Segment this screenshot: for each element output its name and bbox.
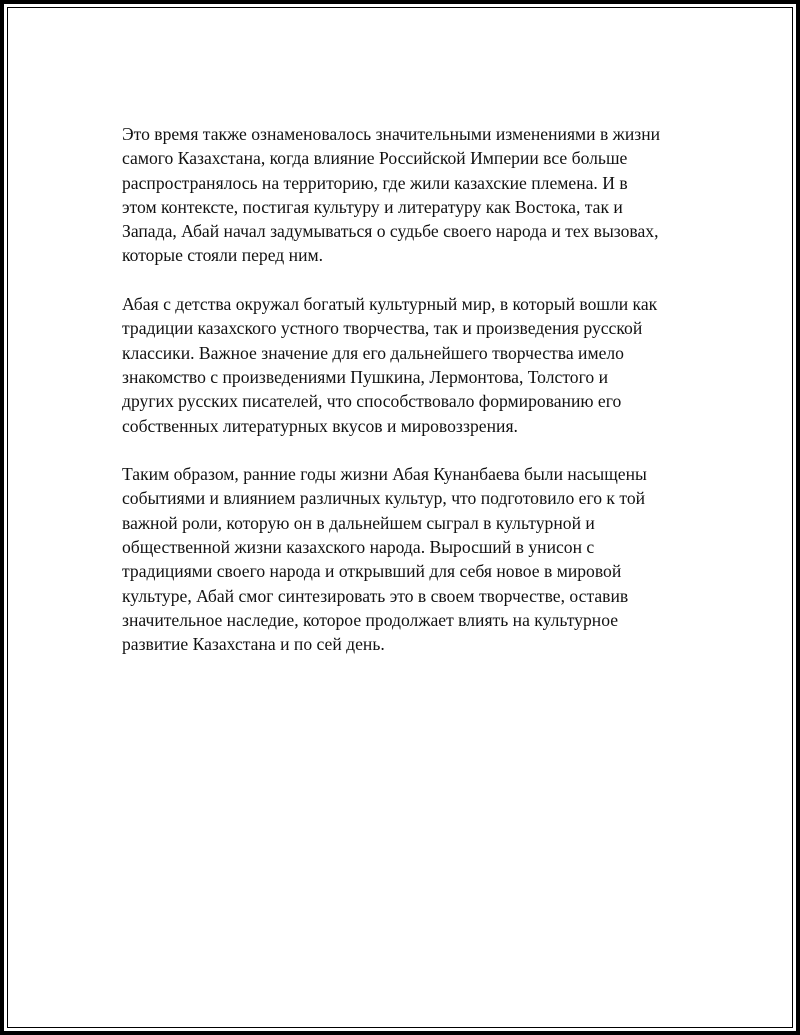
text-line: этом контексте, постигая культуру и литературу как Востока, так и (122, 196, 623, 217)
text-line: важной роли, которую он в дальнейшем сыграл в культурной и (122, 512, 595, 533)
text-line: традициями своего народа и открывший для себя новое в мировой (122, 561, 622, 582)
paragraph-3 (122, 462, 688, 656)
text-line: развитие Казахстана и по сей день. (122, 634, 385, 655)
text-line: традиции казахского устного творчества, так и произведения русской (122, 318, 643, 339)
text-line: собственных литературных вкусов и мировоззрения. (122, 415, 518, 436)
text-line: Это время также ознаменовалось значительными изменениями в жизни (122, 124, 661, 144)
text-line: значительное наследие, которое продолжает влиять на культурное (122, 609, 619, 630)
text-line: Запада, Абай начал задумываться о судьбе своего народа и тех вызовах, (122, 221, 659, 242)
text-line: классики. Важное значение для его дальнейшего творчества имело (122, 342, 624, 363)
text-line: общественной жизни казахского народа. Выросший в унисон с (122, 537, 595, 558)
text-line: Таким образом, ранние годы жизни Абая Кунанбаева были насыщены (122, 464, 647, 485)
paragraph-2 (122, 292, 688, 438)
text-line: Абая с детства окружал богатый культурный мир, в который вошли как (122, 294, 658, 315)
text-line: культуре, Абай смог синтезировать это в своем творчестве, оставив (122, 585, 629, 606)
document-body (122, 122, 688, 681)
text-line: которые стояли перед ним. (122, 245, 324, 266)
text-line: знакомство с произведениями Пушкина, Лермонтова, Толстого и (122, 366, 608, 387)
text-line: самого Казахстана, когда влияние Российской Империи все больше (122, 148, 628, 169)
text-line: событиями и влиянием различных культур, что подготовило его к той (122, 488, 646, 509)
paragraph-1 (122, 122, 688, 268)
text-line: других русских писателей, что способствовало формированию его (122, 391, 622, 412)
text-line: распространялось на территорию, где жили казахские племена. И в (122, 172, 628, 193)
